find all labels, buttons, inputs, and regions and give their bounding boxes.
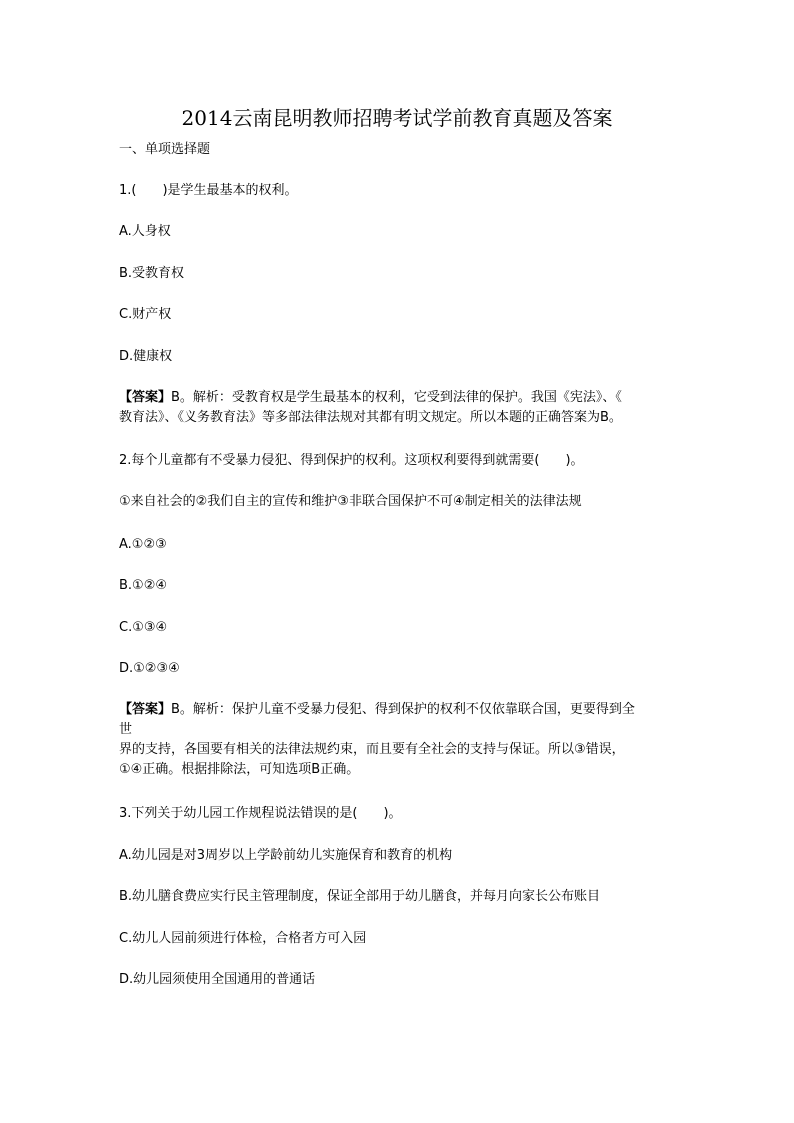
answer-line: 世	[119, 722, 133, 737]
question-1-stem: 1.( )是学生最基本的权利。	[119, 183, 298, 198]
answer-line	[119, 700, 689, 720]
question-3-option-a: A.幼儿园是对3周岁以上学龄前幼儿实施保育和教育的机构	[119, 848, 453, 863]
question-1-answer	[119, 388, 689, 428]
answer-line: 教育法》、《义务教育法》等多部法律法规对其都有明文规定。所以本题的正确答案为B。	[119, 410, 622, 425]
question-2-option-c: C.①③④	[119, 620, 168, 635]
question-2-stem: 2.每个儿童都有不受暴力侵犯、得到保护的权利。这项权利要得到就需要( )。	[119, 453, 584, 468]
question-3-option-b: B.幼儿膳食费应实行民主管理制度，保证全部用于幼儿膳食，并每月向家长公布账目	[119, 889, 601, 904]
answer-line: 界的支持，各国要有相关的法律法规约束，而且要有全社会的支持与保证。所以③错误，	[119, 742, 625, 757]
answer-line: ①④正确。根据排除法，可知选项B正确。	[119, 762, 360, 777]
question-1-option-a: A.人身权	[119, 224, 171, 239]
question-1-option-d: D.健康权	[119, 349, 173, 364]
question-2-option-a: A.①②③	[119, 537, 167, 552]
question-2-answer	[119, 700, 689, 780]
document-title: 2014云南昆明教师招聘考试学前教育真题及答案	[181, 106, 613, 130]
answer-text: B。解析：保护儿童不受暴力侵犯、得到保护的权利不仅依靠联合国，更要得到全	[171, 702, 635, 717]
question-3-option-d: D.幼儿园须使用全国通用的普通话	[119, 972, 316, 987]
question-2-option-b: B.①②④	[119, 578, 168, 593]
answer-line	[119, 388, 689, 408]
section-heading: 一、单项选择题	[119, 142, 211, 157]
question-1-option-c: C.财产权	[119, 307, 172, 322]
question-2-statements: ①来自社会的②我们自主的宣传和维护③非联合国保护不可④制定相关的法律法规	[119, 494, 582, 509]
answer-text: B。解析：受教育权是学生最基本的权利，它受到法律的保护。我国《宪法》、《	[171, 390, 622, 405]
question-3-option-c: C.幼儿人园前须进行体检，合格者方可入园	[119, 931, 367, 946]
question-3-stem: 3.下列关于幼儿园工作规程说法错误的是( )。	[119, 806, 402, 821]
question-1-option-b: B.受教育权	[119, 266, 185, 281]
answer-tag: 【答案】	[119, 390, 172, 405]
question-2-option-d: D.①②③④	[119, 661, 180, 676]
answer-tag: 【答案】	[119, 702, 172, 717]
